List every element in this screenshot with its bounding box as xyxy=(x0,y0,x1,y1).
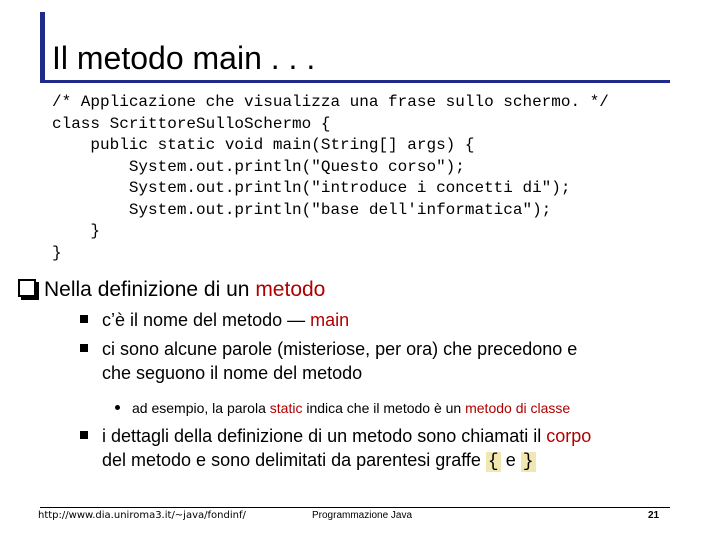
code-line: public static void main(String[] args) { xyxy=(52,136,475,154)
term-metodo-di-classe: metodo di classe xyxy=(465,400,571,416)
sub-bullet-parole xyxy=(80,337,577,385)
sub-bullet-text: ci sono alcune parole (misteriose, per ora) che precedono e xyxy=(102,339,578,359)
code-line: System.out.println("base dell'informatica"); xyxy=(52,200,552,219)
text-part: del metodo e sono delimitati da parentesi graffe xyxy=(102,450,486,470)
square-bullet-icon xyxy=(80,431,88,439)
sub-bullet-text: c’è il nome del metodo — xyxy=(102,310,311,330)
code-line: class ScrittoreSulloSchermo { xyxy=(52,114,331,133)
code-line: } xyxy=(52,243,62,262)
open-brace: { xyxy=(487,452,499,472)
footer-url: http://www.dia.uniroma3.it/~java/fondinf/ xyxy=(38,510,246,521)
close-brace: } xyxy=(522,452,534,472)
dot-bullet-icon xyxy=(115,405,120,410)
title-accent-bar xyxy=(40,12,45,80)
square-bullet-icon xyxy=(80,344,88,352)
sub-sub-bullet-esempio xyxy=(115,398,570,418)
sub-bullet-nome xyxy=(80,308,349,332)
bullet-text: Nella definizione di un xyxy=(44,278,256,301)
footer-course: Programmazione Java xyxy=(312,510,413,521)
sub-bullet-corpo xyxy=(80,424,591,474)
sub-bullet-highlight: main xyxy=(310,310,350,330)
code-line: } xyxy=(52,222,101,240)
keyword-static: static xyxy=(269,400,303,416)
term-corpo: corpo xyxy=(546,426,592,446)
bullet-metodo xyxy=(18,276,325,304)
code-line: System.out.println("Questo corso"); xyxy=(52,157,465,176)
text-part: e xyxy=(500,450,521,470)
sub-bullet-text-cont: che seguono il nome del metodo xyxy=(102,363,363,383)
page-number: 21 xyxy=(648,510,660,521)
footer-divider xyxy=(40,507,670,508)
slide-title: Il metodo main . . . xyxy=(52,40,316,76)
text-part: i dettagli della definizione di un metodo sono chiamati il xyxy=(102,426,547,446)
text-part: ad esempio, la parola xyxy=(132,400,270,416)
text-part: indica che il metodo è un xyxy=(302,400,466,416)
code-block xyxy=(52,92,609,264)
code-line: System.out.println("introduce i concetti di"); xyxy=(52,179,571,197)
checkbox-bullet-icon xyxy=(18,279,36,297)
code-line: /* Applicazione che visualizza una frase sullo schermo. */ xyxy=(52,93,609,111)
title-underline xyxy=(40,80,670,83)
bullet-highlight: metodo xyxy=(255,278,326,301)
square-bullet-icon xyxy=(80,315,88,323)
